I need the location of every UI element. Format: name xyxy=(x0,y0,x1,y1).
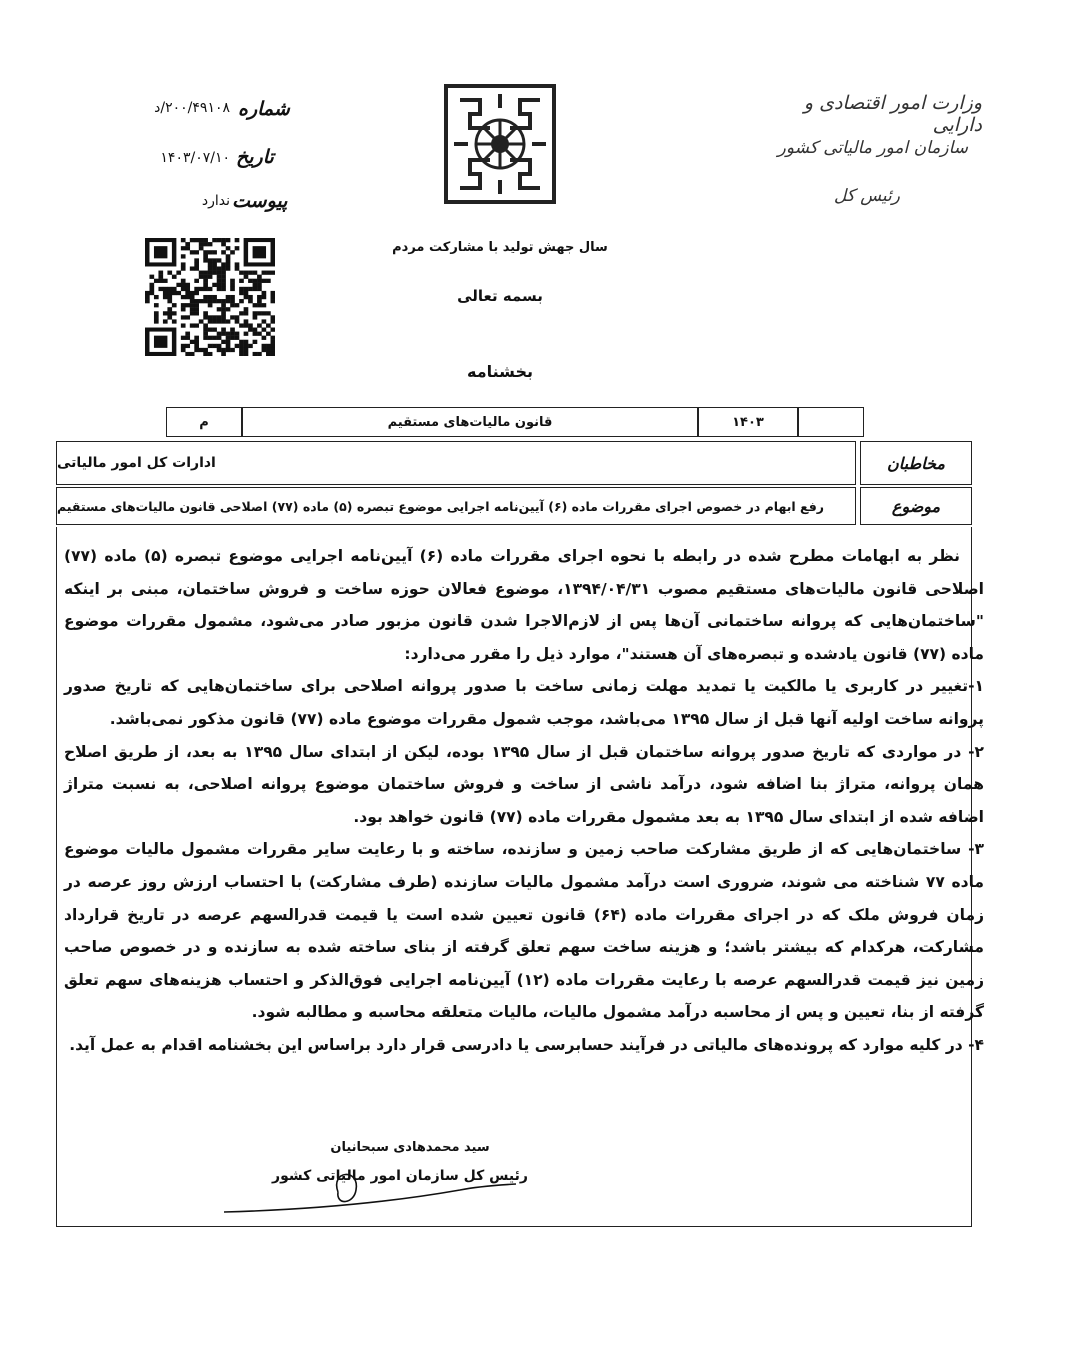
info-bar-empty-right xyxy=(798,407,864,437)
signatory-name: سید محمدهادی سبحانیان xyxy=(330,1140,490,1155)
body-item-3: ۳- ساختمان‌هایی که از طریق مشارکت صاحب زمین و سازنده، ساخته و با رعایت سایر مقررات مشمول مالیات موضوع ماده ۷۷ شناخته می شوند، ضروری است درآمد مشمول مالیات سازنده (طرف مشارکت) با احتساب ارزش روز عرصه در زمان فروش ملک که در اجرای مقررات ماده (۶۴) قانون تعیین شده است یا قیمت قدرالسهم عرصه در تاریخ قرارداد مشارکت، هرکدام که بیشتر باشد؛ و هزینه ساخت سهم تعلق گرفته از بنای ساخته شده به سازنده و در خصوص صاحب زمین نیز قیمت قدرالسهم عرصه با رعایت مقررات ماده (۱۲) آیین‌نامه اجرایی فوق‌الذکر و احتساب هزینه‌های سهم تعلق گرفته از بنا، تعیین و پس از محاسبه درآمد مشمول مالیات، مالیات متعلقه محاسبه و مطالبه شود. xyxy=(64,840,984,1022)
attachment-label: پیوست xyxy=(232,190,288,212)
body-item-2: ۲- در مواردی که تاریخ صدور پروانه ساختمان قبل از سال ۱۳۹۵ بوده، لیکن از ابتدای سال ۱۳۹۵ به بعد، از طریق اصلاح همان پروانه، متراژ بنا اضافه شود، درآمد ناشی از ساخت و فروش ساختمان موضوع پروانه اصلاحی، به نسبت متراژ اضافه شده از ابتدای سال ۱۳۹۵ به بعد مشمول مقررات ماده (۷۷) قانون خواهد بود. xyxy=(64,742,985,826)
attachment-value: ندارد xyxy=(201,193,230,209)
info-bar-year: ۱۴۰۳ xyxy=(698,407,798,437)
number-label: شماره xyxy=(238,98,290,120)
bismillah: بسمه تعالی xyxy=(457,287,543,305)
letter-body xyxy=(64,540,984,1062)
tax-organization-emblem xyxy=(440,80,560,208)
org-line-2: سازمان امور مالیاتی کشور xyxy=(777,138,968,158)
doc-type-title: بخشنامه xyxy=(467,362,533,381)
info-bar-code: م xyxy=(166,407,242,437)
body-item-1: ۱-تغییر در کاربری یا مالکیت یا تمدید مهلت زمانی ساخت با صدور پروانه اصلاحی برای ساختمان‌هایی که تاریخ صدور پروانه ساخت اولیه آنها قبل از سال ۱۳۹۵ می‌باشد، موجب شمول مقررات موضوع ماده (۷۷) قانون مذکور نمی‌باشد. xyxy=(64,677,984,728)
year-slogan: سال جهش تولید با مشارکت مردم xyxy=(392,240,608,255)
recipient-value: ادارات کل امور مالیاتی xyxy=(56,441,856,485)
handwritten-signature xyxy=(220,1160,520,1220)
date-value: ۱۴۰۳/۰۷/۱۰ xyxy=(160,150,230,166)
signature-icon xyxy=(220,1160,520,1220)
info-bar-law: قانون مالیات‌های مستقیم xyxy=(242,407,698,437)
recipient-label: مخاطبان xyxy=(860,441,972,485)
subject-value: رفع ابهام در خصوص اجرای مقررات ماده (۶) آیین‌نامه اجرایی موضوع تبصره (۵) ماده (۷۷) اصلاحی قانون مالیات‌های مستقیم xyxy=(56,487,856,525)
qr-code xyxy=(145,238,275,356)
number-value: ۲۰۰/۴۹۱۰۸/د xyxy=(154,100,230,116)
body-item-4: ۴- در کلیه موارد که پرونده‌های مالیاتی در فرآیند حسابرسی یا دادرسی قرار دارد براساس این بخشنامه اقدام به عمل آید. xyxy=(69,1035,984,1054)
emblem-icon xyxy=(440,80,560,208)
subject-label: موضوع xyxy=(860,487,972,525)
org-line-1: وزارت امور اقتصادی و دارایی xyxy=(803,92,982,136)
signatory-title: رئیس کل سازمان امور مالیاتی کشور xyxy=(272,1168,528,1184)
date-label: تاریخ xyxy=(236,146,274,168)
qr-code-icon xyxy=(145,238,275,356)
org-line-3: رئیس کل xyxy=(833,186,900,206)
body-intro: نظر به ابهامات مطرح شده در رابطه با نحوه اجرای مقررات ماده (۶) آیین‌نامه اجرایی موضوع تبصره (۵) ماده (۷۷) اصلاحی قانون مالیات‌های مستقیم مصوب ۱۳۹۴/۰۴/۳۱، موضوع فعالان حوزه ساخت و فروش ساختمان، مبنی بر اینکه "ساختمان‌هایی که پروانه ساختمانی آن‌ها پس از لازم‌الاجرا شدن قانون مزبور صادر می‌شود، مشمول مقررات موضوع ماده (۷۷) قانون یادشده و تبصره‌های آن هستند"، موارد ذیل را مقرر می‌دارد: xyxy=(64,547,984,663)
